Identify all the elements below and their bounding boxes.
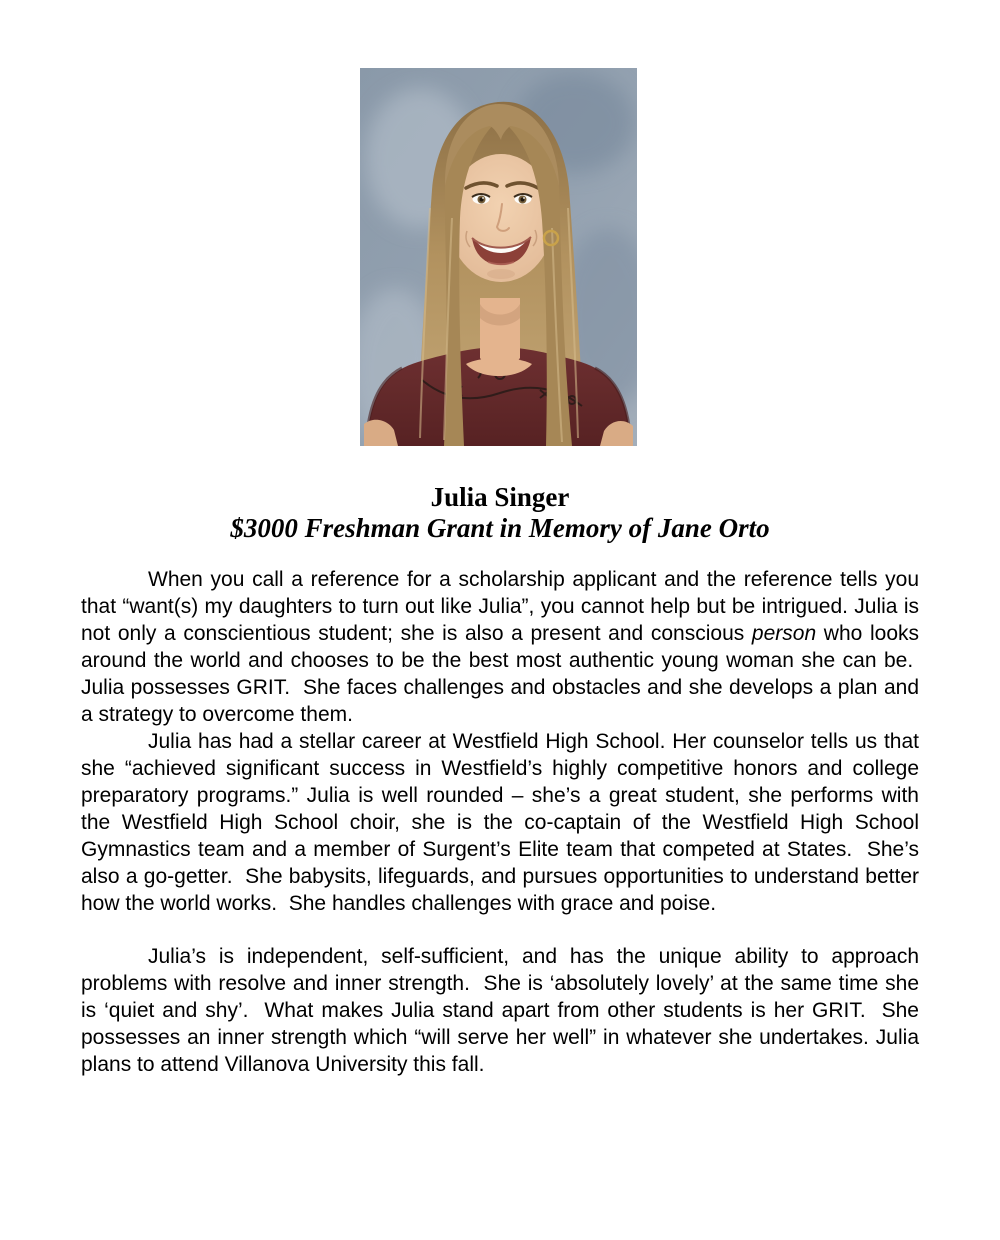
paragraph-1 [81, 566, 919, 728]
award-title: $3000 Freshman Grant in Memory of Jane Orto [230, 513, 770, 543]
paragraph-3 [81, 943, 919, 1078]
portrait-photo [360, 68, 637, 446]
body-text [81, 566, 919, 1078]
text-run: When you call a reference for a scholarship applicant and the reference tells you that “want(s) my daughters to turn out like Julia”, you cannot help but be intrigued. Julia is not only a conscientious student; she is also a present and conscious [81, 568, 919, 645]
recipient-name: Julia Singer [430, 482, 570, 512]
text-run: person [751, 622, 817, 645]
portrait-photo-graphic [360, 68, 637, 446]
text-run: Julia has had a stellar career at Westfield High School. Her counselor tells us that she “achieved significant success in Westfield’s highly competitive honors and college preparatory programs.” Julia is well rounded – she’s a great student, she performs with the Westfield High School choir, she is the co-captain of the Westfield High School Gymnastics team and a member of Surgent’s Elite team that competed at States. She’s also a go-getter. She babysits, lifeguards, and pursues opportunities to understand better how the world works. She handles challenges with grace and poise. [81, 730, 919, 915]
text-run: who looks around the world and chooses to be the best most authentic young woman she can be. Julia possesses GRIT. She faces challenges and obstacles and she develops a plan and a strategy to overcome them. [81, 622, 920, 726]
paragraph-2 [81, 728, 919, 917]
heading-block [0, 482, 1000, 544]
text-run: Julia’s is independent, self-sufficient, and has the unique ability to approach problems with resolve and inner strength. She is ‘absolutely lovely’ at the same time she is ‘quiet and shy’. What makes Julia stand apart from other students is her GRIT. She possesses an inner strength which “will serve her well” in whatever she undertakes. Julia plans to attend Villanova University this fall. [81, 945, 919, 1076]
